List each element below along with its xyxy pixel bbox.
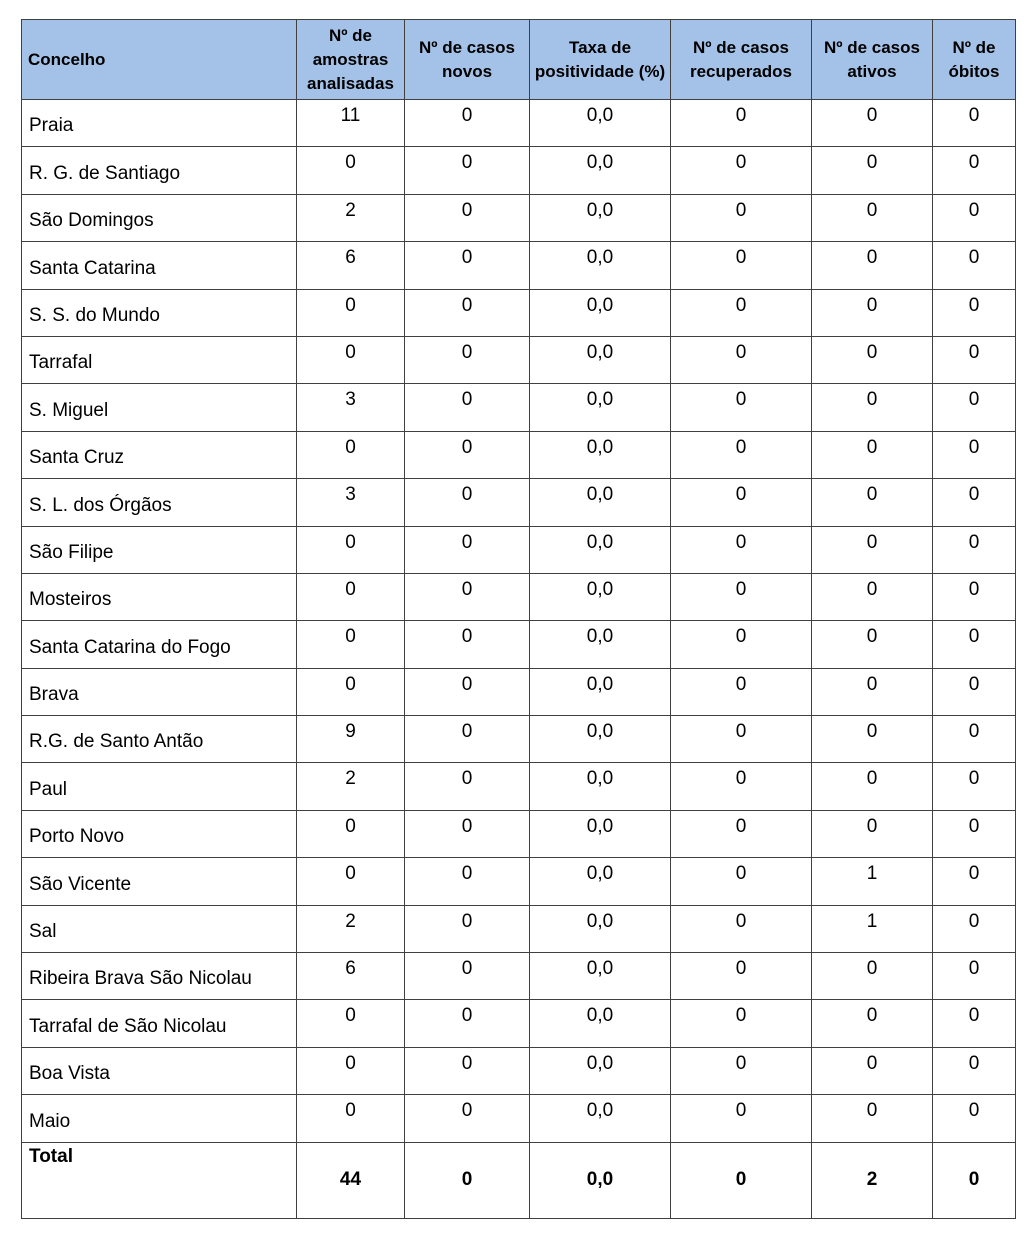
casos-novos-cell: 0 — [405, 621, 530, 668]
recuperados-cell: 0 — [671, 526, 812, 573]
concelho-cell: Santa Cruz — [22, 431, 297, 478]
obitos-cell: 0 — [933, 289, 1016, 336]
casos-novos-cell: 0 — [405, 526, 530, 573]
casos-novos-cell: 0 — [405, 716, 530, 763]
obitos-cell: 0 — [933, 1000, 1016, 1047]
ativos-cell: 0 — [812, 336, 933, 383]
ativos-cell: 0 — [812, 1047, 933, 1094]
obitos-cell: 0 — [933, 147, 1016, 194]
obitos-cell: 0 — [933, 384, 1016, 431]
taxa-positividade-cell: 0,0 — [530, 431, 671, 478]
taxa-positividade-cell: 0,0 — [530, 810, 671, 857]
concelho-cell: Praia — [22, 100, 297, 147]
recuperados-cell: 0 — [671, 194, 812, 241]
total-casos-novos-cell: 0 — [405, 1142, 530, 1218]
recuperados-cell: 0 — [671, 810, 812, 857]
concelho-cell: R.G. de Santo Antão — [22, 716, 297, 763]
table-row — [22, 336, 1016, 383]
table-row — [22, 1095, 1016, 1142]
ativos-cell: 0 — [812, 716, 933, 763]
table-header — [22, 20, 1016, 100]
table-row — [22, 1047, 1016, 1094]
ativos-cell: 0 — [812, 526, 933, 573]
obitos-cell: 0 — [933, 194, 1016, 241]
ativos-cell: 0 — [812, 621, 933, 668]
ativos-cell: 0 — [812, 384, 933, 431]
obitos-cell: 0 — [933, 905, 1016, 952]
ativos-cell: 0 — [812, 431, 933, 478]
concelho-cell: São Domingos — [22, 194, 297, 241]
header-obitos: Nº de óbitos — [933, 20, 1016, 100]
taxa-positividade-cell: 0,0 — [530, 1095, 671, 1142]
obitos-cell: 0 — [933, 573, 1016, 620]
amostras-cell: 3 — [297, 384, 405, 431]
table-row — [22, 100, 1016, 147]
amostras-cell: 0 — [297, 621, 405, 668]
amostras-cell: 6 — [297, 953, 405, 1000]
concelho-cell: Ribeira Brava São Nicolau — [22, 953, 297, 1000]
recuperados-cell: 0 — [671, 668, 812, 715]
concelho-cell: R. G. de Santiago — [22, 147, 297, 194]
concelho-cell: Maio — [22, 1095, 297, 1142]
taxa-positividade-cell: 0,0 — [530, 905, 671, 952]
ativos-cell: 0 — [812, 763, 933, 810]
concelho-cell: São Filipe — [22, 526, 297, 573]
amostras-cell: 9 — [297, 716, 405, 763]
casos-novos-cell: 0 — [405, 431, 530, 478]
concelho-cell: Tarrafal — [22, 336, 297, 383]
amostras-cell: 0 — [297, 668, 405, 715]
taxa-positividade-cell: 0,0 — [530, 384, 671, 431]
taxa-positividade-cell: 0,0 — [530, 573, 671, 620]
taxa-positividade-cell: 0,0 — [530, 953, 671, 1000]
taxa-positividade-cell: 0,0 — [530, 716, 671, 763]
concelho-cell: Porto Novo — [22, 810, 297, 857]
amostras-cell: 11 — [297, 100, 405, 147]
header-casos-recuperados: Nº de casos recuperados — [671, 20, 812, 100]
concelho-cell: Santa Catarina — [22, 242, 297, 289]
taxa-positividade-cell: 0,0 — [530, 479, 671, 526]
table-row — [22, 242, 1016, 289]
recuperados-cell: 0 — [671, 336, 812, 383]
header-casos-novos: Nº de casos novos — [405, 20, 530, 100]
ativos-cell: 0 — [812, 242, 933, 289]
total-concelho-cell: Total — [22, 1142, 297, 1218]
total-obitos-cell: 0 — [933, 1142, 1016, 1218]
header-amostras-analisadas: Nº de amostras analisadas — [297, 20, 405, 100]
table-row — [22, 763, 1016, 810]
total-row — [22, 1142, 1016, 1218]
total-taxa-positividade-cell: 0,0 — [530, 1142, 671, 1218]
casos-novos-cell: 0 — [405, 810, 530, 857]
taxa-positividade-cell: 0,0 — [530, 621, 671, 668]
ativos-cell: 0 — [812, 194, 933, 241]
table-row — [22, 526, 1016, 573]
taxa-positividade-cell: 0,0 — [530, 526, 671, 573]
table-row — [22, 716, 1016, 763]
recuperados-cell: 0 — [671, 147, 812, 194]
taxa-positividade-cell: 0,0 — [530, 194, 671, 241]
ativos-cell: 0 — [812, 1095, 933, 1142]
casos-novos-cell: 0 — [405, 573, 530, 620]
ativos-cell: 0 — [812, 668, 933, 715]
table-row — [22, 289, 1016, 336]
obitos-cell: 0 — [933, 431, 1016, 478]
obitos-cell: 0 — [933, 953, 1016, 1000]
ativos-cell: 1 — [812, 905, 933, 952]
recuperados-cell: 0 — [671, 858, 812, 905]
total-ativos-cell: 2 — [812, 1142, 933, 1218]
amostras-cell: 2 — [297, 905, 405, 952]
total-recuperados-cell: 0 — [671, 1142, 812, 1218]
table-row — [22, 810, 1016, 857]
ativos-cell: 0 — [812, 573, 933, 620]
taxa-positividade-cell: 0,0 — [530, 147, 671, 194]
table-body — [22, 100, 1016, 1219]
total-amostras-cell: 44 — [297, 1142, 405, 1218]
table-row — [22, 1000, 1016, 1047]
header-taxa-positividade: Taxa de positividade (%) — [530, 20, 671, 100]
recuperados-cell: 0 — [671, 242, 812, 289]
obitos-cell: 0 — [933, 621, 1016, 668]
taxa-positividade-cell: 0,0 — [530, 242, 671, 289]
table-row — [22, 147, 1016, 194]
casos-novos-cell: 0 — [405, 668, 530, 715]
ativos-cell: 0 — [812, 1000, 933, 1047]
recuperados-cell: 0 — [671, 384, 812, 431]
casos-novos-cell: 0 — [405, 289, 530, 336]
taxa-positividade-cell: 0,0 — [530, 763, 671, 810]
concelho-cell: S. S. do Mundo — [22, 289, 297, 336]
amostras-cell: 0 — [297, 526, 405, 573]
concelho-cell: Paul — [22, 763, 297, 810]
concelho-cell: São Vicente — [22, 858, 297, 905]
table-row — [22, 194, 1016, 241]
table-row — [22, 905, 1016, 952]
concelho-cell: Brava — [22, 668, 297, 715]
ativos-cell: 0 — [812, 147, 933, 194]
casos-novos-cell: 0 — [405, 384, 530, 431]
recuperados-cell: 0 — [671, 573, 812, 620]
taxa-positividade-cell: 0,0 — [530, 858, 671, 905]
recuperados-cell: 0 — [671, 1095, 812, 1142]
ativos-cell: 0 — [812, 953, 933, 1000]
obitos-cell: 0 — [933, 100, 1016, 147]
amostras-cell: 2 — [297, 763, 405, 810]
obitos-cell: 0 — [933, 716, 1016, 763]
amostras-cell: 0 — [297, 810, 405, 857]
amostras-cell: 0 — [297, 431, 405, 478]
recuperados-cell: 0 — [671, 431, 812, 478]
ativos-cell: 0 — [812, 810, 933, 857]
concelho-cell: S. Miguel — [22, 384, 297, 431]
concelho-cell: S. L. dos Órgãos — [22, 479, 297, 526]
taxa-positividade-cell: 0,0 — [530, 100, 671, 147]
recuperados-cell: 0 — [671, 621, 812, 668]
obitos-cell: 0 — [933, 526, 1016, 573]
ativos-cell: 1 — [812, 858, 933, 905]
obitos-cell: 0 — [933, 810, 1016, 857]
recuperados-cell: 0 — [671, 100, 812, 147]
obitos-cell: 0 — [933, 668, 1016, 715]
table-row — [22, 479, 1016, 526]
recuperados-cell: 0 — [671, 479, 812, 526]
amostras-cell: 0 — [297, 858, 405, 905]
casos-novos-cell: 0 — [405, 905, 530, 952]
concelho-cell: Sal — [22, 905, 297, 952]
obitos-cell: 0 — [933, 336, 1016, 383]
concelho-statistics-table — [21, 19, 1016, 1219]
obitos-cell: 0 — [933, 763, 1016, 810]
header-casos-ativos: Nº de casos ativos — [812, 20, 933, 100]
recuperados-cell: 0 — [671, 763, 812, 810]
obitos-cell: 0 — [933, 858, 1016, 905]
casos-novos-cell: 0 — [405, 763, 530, 810]
casos-novos-cell: 0 — [405, 100, 530, 147]
amostras-cell: 0 — [297, 336, 405, 383]
obitos-cell: 0 — [933, 242, 1016, 289]
concelho-cell: Tarrafal de São Nicolau — [22, 1000, 297, 1047]
table-row — [22, 573, 1016, 620]
header-concelho: Concelho — [22, 20, 297, 100]
amostras-cell: 2 — [297, 194, 405, 241]
amostras-cell: 3 — [297, 479, 405, 526]
table-row — [22, 621, 1016, 668]
amostras-cell: 0 — [297, 1047, 405, 1094]
recuperados-cell: 0 — [671, 953, 812, 1000]
taxa-positividade-cell: 0,0 — [530, 289, 671, 336]
recuperados-cell: 0 — [671, 1000, 812, 1047]
amostras-cell: 0 — [297, 147, 405, 194]
taxa-positividade-cell: 0,0 — [530, 668, 671, 715]
amostras-cell: 0 — [297, 1095, 405, 1142]
amostras-cell: 0 — [297, 1000, 405, 1047]
casos-novos-cell: 0 — [405, 336, 530, 383]
header-row — [22, 20, 1016, 100]
casos-novos-cell: 0 — [405, 858, 530, 905]
obitos-cell: 0 — [933, 1095, 1016, 1142]
taxa-positividade-cell: 0,0 — [530, 336, 671, 383]
casos-novos-cell: 0 — [405, 242, 530, 289]
ativos-cell: 0 — [812, 100, 933, 147]
recuperados-cell: 0 — [671, 716, 812, 763]
table-row — [22, 384, 1016, 431]
recuperados-cell: 0 — [671, 289, 812, 336]
table-row — [22, 953, 1016, 1000]
casos-novos-cell: 0 — [405, 1047, 530, 1094]
obitos-cell: 0 — [933, 1047, 1016, 1094]
casos-novos-cell: 0 — [405, 1000, 530, 1047]
table-row — [22, 858, 1016, 905]
concelho-cell: Santa Catarina do Fogo — [22, 621, 297, 668]
taxa-positividade-cell: 0,0 — [530, 1047, 671, 1094]
recuperados-cell: 0 — [671, 905, 812, 952]
ativos-cell: 0 — [812, 289, 933, 336]
concelho-cell: Boa Vista — [22, 1047, 297, 1094]
casos-novos-cell: 0 — [405, 479, 530, 526]
ativos-cell: 0 — [812, 479, 933, 526]
obitos-cell: 0 — [933, 479, 1016, 526]
taxa-positividade-cell: 0,0 — [530, 1000, 671, 1047]
amostras-cell: 6 — [297, 242, 405, 289]
amostras-cell: 0 — [297, 289, 405, 336]
table-row — [22, 668, 1016, 715]
recuperados-cell: 0 — [671, 1047, 812, 1094]
concelho-cell: Mosteiros — [22, 573, 297, 620]
table-row — [22, 431, 1016, 478]
casos-novos-cell: 0 — [405, 194, 530, 241]
amostras-cell: 0 — [297, 573, 405, 620]
casos-novos-cell: 0 — [405, 953, 530, 1000]
casos-novos-cell: 0 — [405, 1095, 530, 1142]
casos-novos-cell: 0 — [405, 147, 530, 194]
